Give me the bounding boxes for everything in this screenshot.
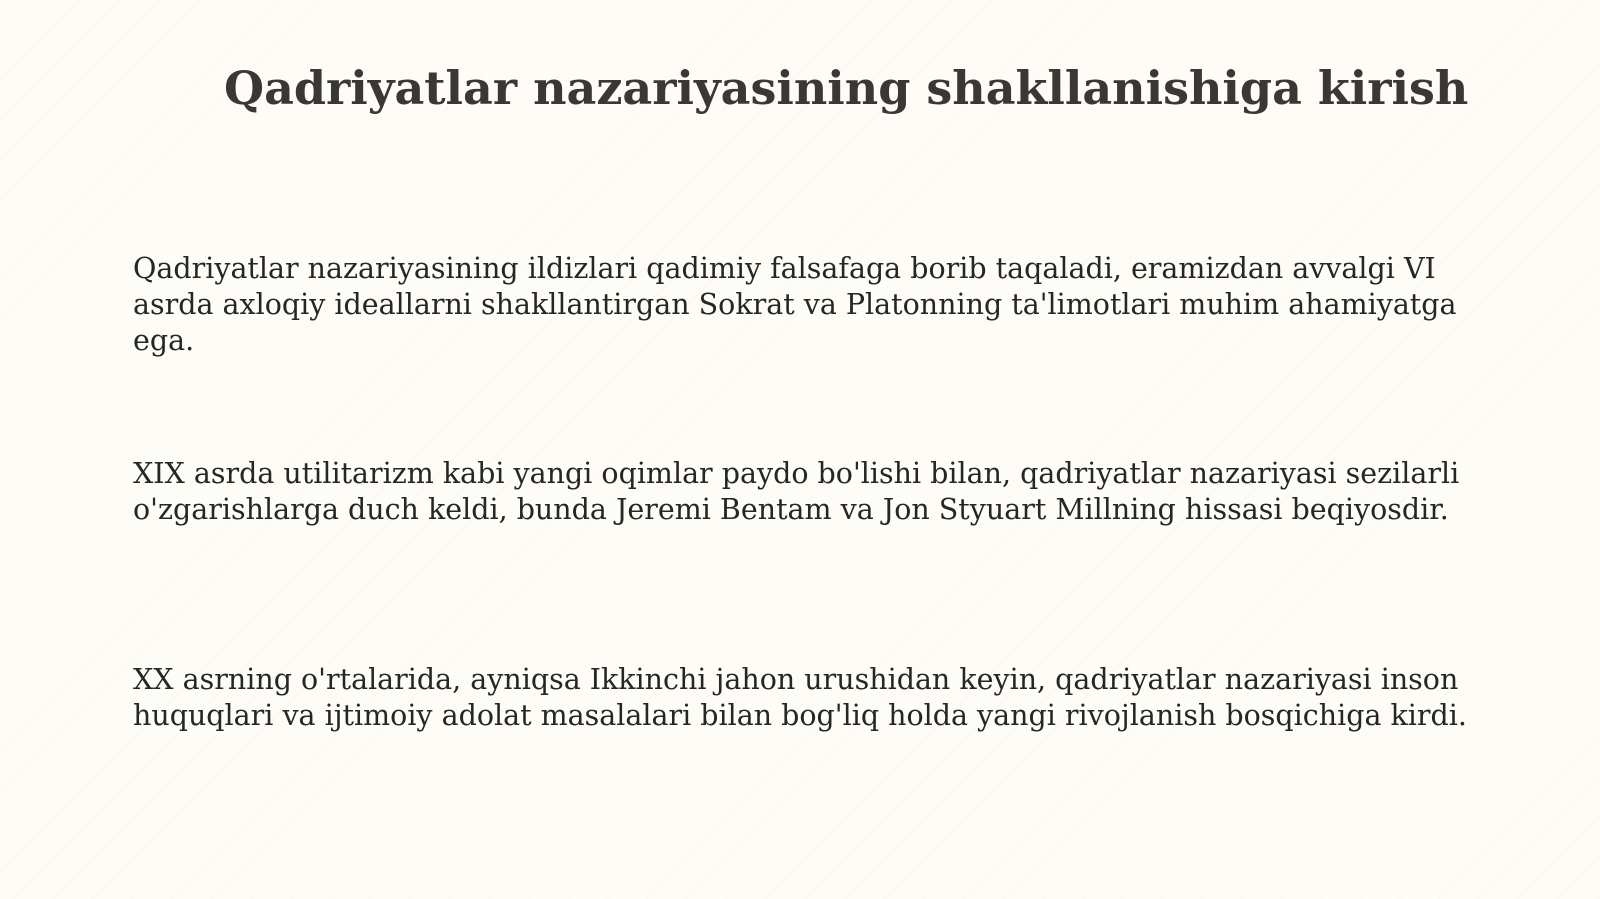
- paragraph-utilitarianism: XIX asrda utilitarizm kabi yangi oqimlar paydo bo'lishi bilan, qadriyatlar nazariyasi sezilarli o'zgarishlarga duch keldi, bunda Jeremi Bentam va Jon Styuart Millning hissasi beqiyosdir.: [133, 457, 1460, 526]
- slide-title: Qadriyatlar nazariyasining shakllanishiga kirish: [224, 61, 1469, 115]
- paragraph-twentieth-century: XX asrning o'rtalarida, ayniqsa Ikkinchi jahon urushidan keyin, qadriyatlar nazariyasi inson huquqlari va ijtimoiy adolat masalalari bilan bog'liq holda yangi rivojlanish bosqichiga kirdi.: [133, 663, 1467, 732]
- paragraph-ancient-philosophy: Qadriyatlar nazariyasining ildizlari qadimiy falsafaga borib taqaladi, eramizdan avvalgi VI asrda axloqiy ideallarni shakllantirgan Sokrat va Platonning ta'limotlari muhim ahamiyatga ega.: [133, 252, 1457, 357]
